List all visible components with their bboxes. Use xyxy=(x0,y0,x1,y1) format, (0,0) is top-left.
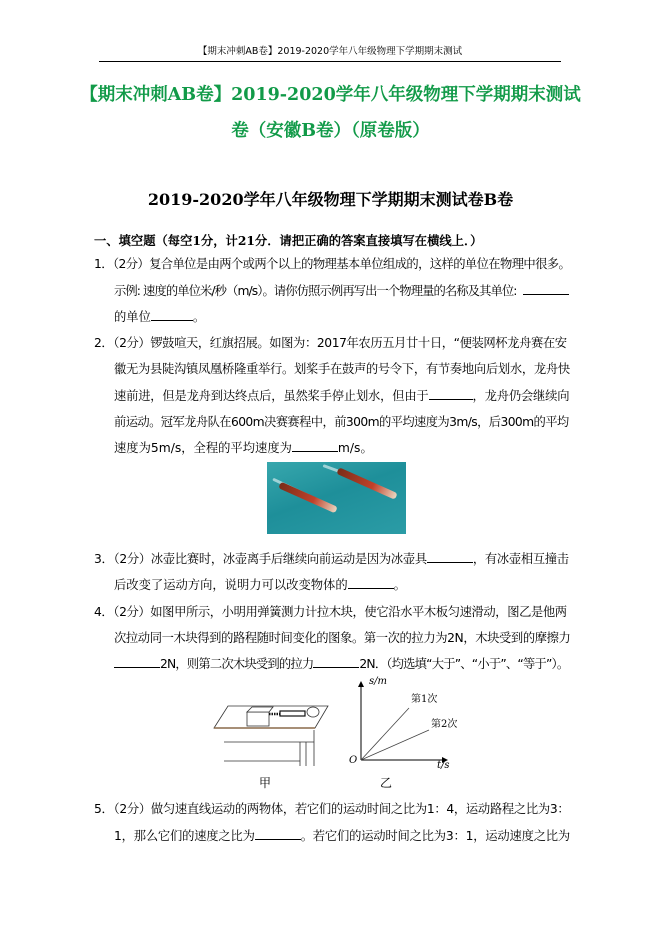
dragon-boat-1 xyxy=(278,482,337,514)
hand xyxy=(307,707,319,717)
q3-line-2 xyxy=(114,577,406,593)
q2-line-3 xyxy=(114,388,569,404)
header-divider xyxy=(99,61,561,62)
wooden-block xyxy=(247,712,269,726)
line2-label: 第2次 xyxy=(431,719,458,730)
line-first-pull xyxy=(361,708,409,760)
q1-line-1: 1．（2分）复合单位是由两个或两个以上的物理基本单位组成的，这样的单位在物理中很多。 xyxy=(94,257,571,271)
running-header: 【期末冲刺AB卷】2019-2020学年八年级物理下学期期末测试 xyxy=(197,46,463,57)
q4-line-2: 次拉动同一木块得到的路程随时间变化的图象。第一次的拉力为2N，木块受到的摩擦力 xyxy=(114,631,571,645)
q1-line-3 xyxy=(114,309,205,325)
q3-text-1: 3．（2分）冰壶比赛时，冰壶离手后继续向前运动是因为冰壶具 xyxy=(94,552,427,566)
line1-label: 第1次 xyxy=(411,694,438,705)
y-axis-label: s/m xyxy=(369,676,387,687)
q4-answer-blank-2[interactable] xyxy=(313,656,359,668)
line-second-pull xyxy=(361,730,429,760)
q2-text-6: 速度为5m/s，全程的平均速度为 xyxy=(114,441,292,455)
dragon-boat-2 xyxy=(336,467,397,499)
q3-answer-blank-1[interactable] xyxy=(427,551,473,563)
origin-label: O xyxy=(349,755,358,766)
document-title-line-2: 卷（安徽B卷）（原卷版） xyxy=(231,121,430,141)
q2-text-4: ，龙舟仍会继续向 xyxy=(472,389,570,403)
q3-text-3: 后改变了运动方向，说明力可以改变物体的 xyxy=(114,578,348,592)
q2-text-3: 速前进，但是龙舟到达终点后，虽然桨手停止划水，但由于 xyxy=(114,389,429,403)
dragon-boat-photo xyxy=(267,462,406,534)
caption-jia: 甲 xyxy=(259,776,272,790)
q1-answer-blank-2[interactable] xyxy=(151,309,193,321)
figure-jia-table-block xyxy=(210,700,330,770)
q3-line-1 xyxy=(94,551,569,567)
q5-line-1: 5．（2分）做匀速直线运动的两物体，若它们的运动时间之比为1：4，运动路程之比为3： xyxy=(94,802,570,816)
q3-answer-blank-2[interactable] xyxy=(348,577,394,589)
q4-text-3: 2N，则第二次木块受到的拉力 xyxy=(160,657,314,671)
q3-text-2: ，有冰壶相互撞击 xyxy=(472,552,569,566)
q2-answer-blank-1[interactable] xyxy=(429,388,473,400)
q1-answer-blank-1[interactable] xyxy=(523,283,569,295)
block-top xyxy=(247,707,273,712)
q4-answer-blank-1[interactable] xyxy=(114,656,160,668)
q2-line-4: 前运动。冠军龙舟队在600m决赛赛程中，前300m的平均速度为3m/s，后300m的平均 xyxy=(114,415,569,429)
q5-text-2: 1，那么它们的速度之比为 xyxy=(114,829,255,843)
q4-text-4: 2N．（均选填“大于”、“小于”、“等于”）。 xyxy=(359,657,569,671)
q3-text-4: 。 xyxy=(393,578,406,592)
spring-scale xyxy=(280,711,305,716)
q2-line-5 xyxy=(114,440,373,456)
document-title-line-1: 【期末冲刺AB卷】2019-2020学年八年级物理下学期期末测试 xyxy=(80,85,581,105)
q2-line-2: 徽无为县陡沟镇凤凰桥隆重举行。划桨手在鼓声的号令下，有节奏地向后划水，龙舟快 xyxy=(114,362,570,376)
q5-line-2 xyxy=(114,828,570,844)
x-axis-label: t/s xyxy=(437,760,450,771)
q1-line-2 xyxy=(114,283,569,299)
q2-text-7: m/s。 xyxy=(337,441,373,455)
q5-text-3: 。若它们的运动时间之比为3：1，运动速度之比为 xyxy=(300,829,570,843)
q4-line-3 xyxy=(114,656,568,672)
caption-yi: 乙 xyxy=(380,776,393,790)
exam-subtitle: 2019-2020学年八年级物理下学期期末测试卷B卷 xyxy=(147,190,514,209)
q5-answer-blank-1[interactable] xyxy=(255,828,301,840)
q4-line-1: 4．（2分）如图甲所示，小明用弹簧测力计拉木块，使它沿水平木板匀速滑动，图乙是他两 xyxy=(94,605,567,619)
q1-text-4: 。 xyxy=(192,310,206,324)
q1-text-2: 示例: 速度的单位米/秒（m/s）。请你仿照示例再写出一个物理量的名称及其单位: xyxy=(114,284,517,298)
q1-text-3: 的单位 xyxy=(114,310,151,324)
section-heading: 一、填空题（每空1分，计21分．请把正确的答案直接填写在横线上．） xyxy=(94,233,483,248)
q2-answer-blank-2[interactable] xyxy=(292,440,338,452)
q2-line-1: 2．（2分）锣鼓喧天，红旗招展。如图为：2017年农历五月廿十日，“便装网杯龙舟赛在安 xyxy=(94,336,567,350)
